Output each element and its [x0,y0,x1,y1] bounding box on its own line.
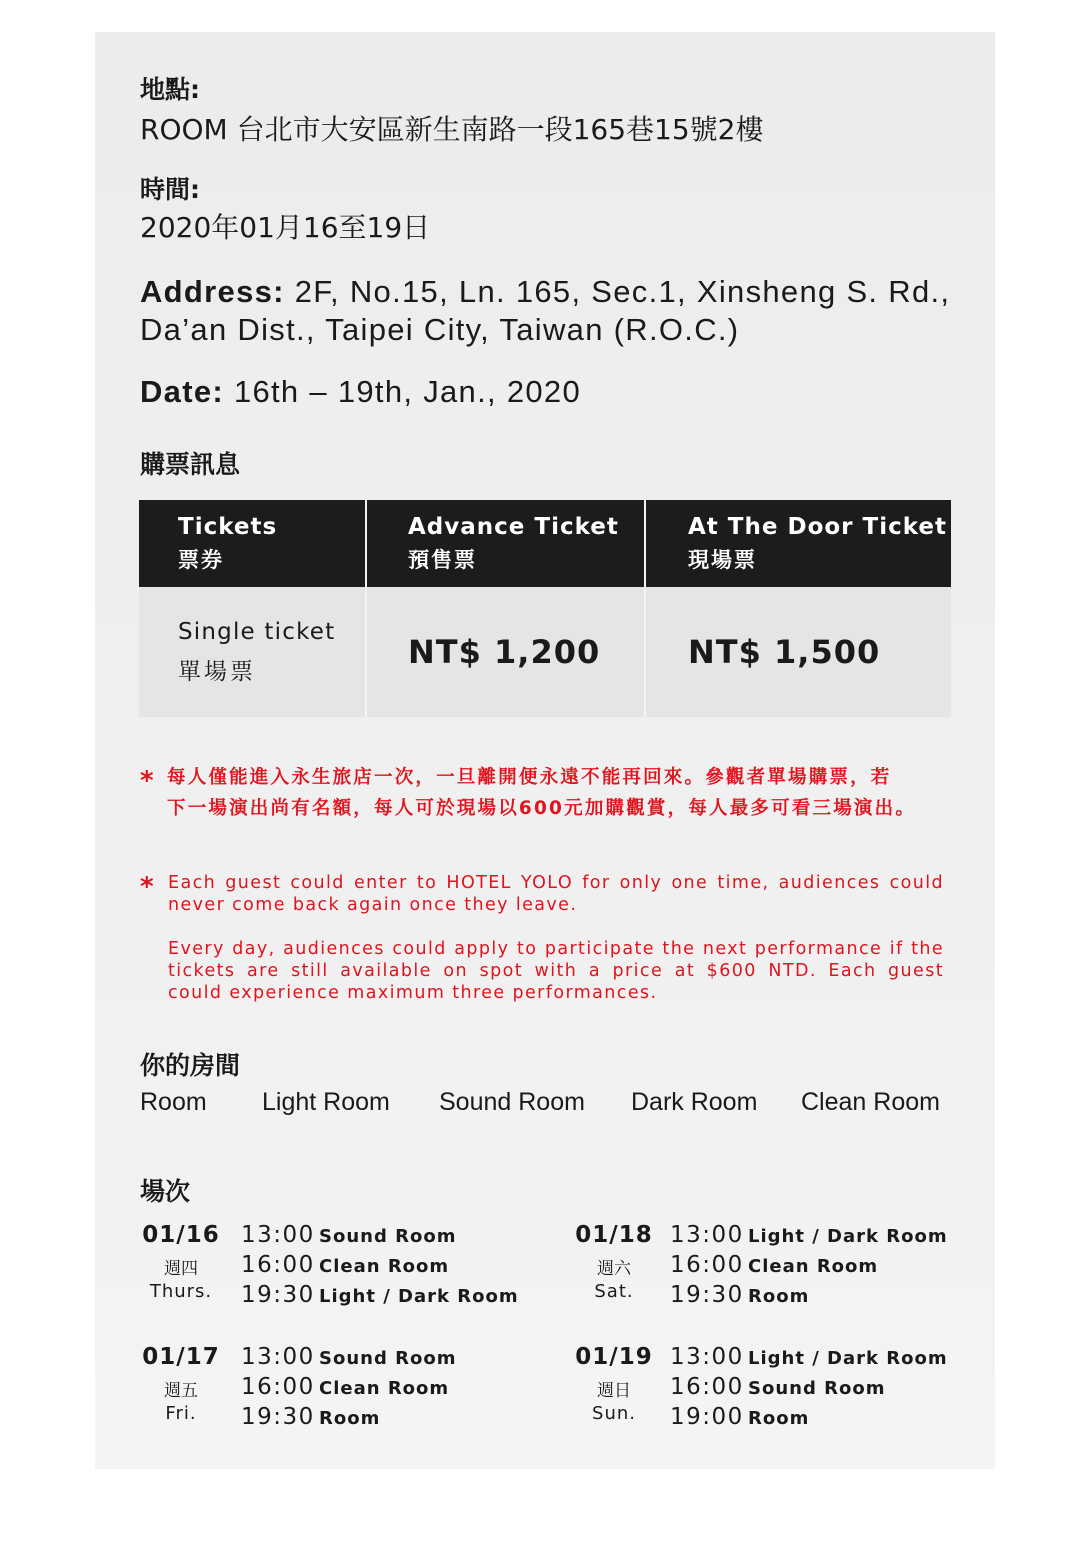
schedule-day-0116 [141,1222,221,1302]
schedule-slot [241,1344,456,1374]
door-price-cell [645,587,951,717]
room-item-room: Room [140,1088,207,1116]
slot-room: Room [748,1286,810,1307]
header-advance [366,500,645,587]
slot-room: Light / Dark Room [748,1348,948,1369]
slot-time: 13:00 [241,1222,315,1248]
day-weekday-zh: 週四 [164,1259,198,1279]
note-en-p1: Each guest could enter to HOTEL YOLO for only one time, audiences could never come back again once they leave. [168,873,944,915]
schedule-slot [670,1252,878,1282]
schedule-slot [241,1374,449,1404]
schedule-slot [670,1222,948,1252]
day-date: 01/19 [575,1344,653,1370]
day-date: 01/16 [142,1222,220,1248]
note-zh-line1: 每人僅能進入永生旅店一次，一旦離開便永遠不能再回來。參觀者單場購票，若 [167,767,892,788]
slot-time: 13:00 [670,1344,744,1370]
slot-room: Clean Room [748,1256,879,1277]
day-weekday-en: Sat. [594,1281,634,1302]
slot-time: 16:00 [670,1252,744,1278]
slot-time: 19:00 [670,1404,744,1430]
slot-time: 19:30 [670,1282,744,1308]
header-advance-zh: 預售票 [408,547,477,572]
ticket-row [139,587,951,717]
date-en [140,373,952,411]
ticket-type-en: Single ticket [178,618,336,645]
schedule-slot [670,1344,948,1374]
ticket-type-cell [139,587,366,717]
day-weekday-en: Thurs. [149,1281,213,1302]
door-price: NT$ 1,500 [688,633,881,671]
slot-room: Light / Dark Room [748,1226,948,1247]
date-label: Date: [140,374,225,409]
room-item-dark: Dark Room [631,1088,758,1116]
slot-time: 13:00 [670,1222,744,1248]
ticket-table [139,500,951,717]
day-weekday-zh: 週六 [597,1259,631,1279]
schedule-slot [670,1404,809,1434]
header-advance-en: Advance Ticket [408,513,619,540]
schedule-slot [241,1404,380,1434]
day-weekday-en: Sun. [592,1403,636,1424]
day-weekday-zh: 週五 [164,1381,198,1401]
header-door-en: At The Door Ticket [688,513,947,540]
note-en-p2: Every day, audiences could apply to participate the next performance if the tickets are still available on spot with a price at $600 NTD. Each guest could experience maximum three performances. [168,939,944,1003]
note-zh-line2: 下一場演出尚有名額，每人可於現場以600元加購觀賞，每人最多可看三場演出。 [167,798,917,819]
note-zh-asterisk: * [140,766,154,796]
slot-room: Room [748,1408,810,1429]
room-item-light: Light Room [262,1088,390,1116]
note-en-asterisk: * [140,872,154,902]
schedule-slot [241,1282,519,1312]
schedule-day-0119 [574,1344,654,1424]
advance-price: NT$ 1,200 [408,633,601,671]
schedule-slot [241,1252,449,1282]
slot-time: 16:00 [241,1252,315,1278]
tickets-heading: 購票訊息 [140,450,241,479]
address-label: Address: [140,274,285,309]
day-weekday-zh: 週日 [597,1381,631,1401]
advance-price-cell [366,587,645,717]
schedule-day-0117 [141,1344,221,1424]
slot-time: 19:30 [241,1404,315,1430]
room-item-sound: Sound Room [439,1088,585,1116]
slot-time: 19:30 [241,1282,315,1308]
schedule-heading: 場次 [140,1177,191,1206]
time-label: 時間: [140,175,200,204]
location-label: 地點: [140,75,200,104]
schedule-slot [670,1374,885,1404]
header-door [645,500,951,587]
note-zh [167,762,957,824]
slot-room: Sound Room [748,1378,886,1399]
slot-time: 16:00 [670,1374,744,1400]
header-tickets [139,500,366,587]
slot-time: 13:00 [241,1344,315,1370]
location-value: ROOM 台北市大安區新生南路一段165巷15號2樓 [140,113,764,146]
room-item-clean: Clean Room [801,1088,940,1116]
day-weekday-en: Fri. [165,1403,197,1424]
header-door-zh: 現場票 [688,547,757,572]
time-value: 2020年01月16至19日 [140,211,431,244]
ticket-type-zh: 單場票 [178,658,256,685]
slot-room: Clean Room [319,1256,450,1277]
rooms-heading: 你的房間 [140,1051,241,1080]
header-tickets-zh: 票券 [178,547,224,572]
schedule-slot [670,1282,809,1312]
address-line1: 2F, No.15, Ln. 165, Sec.1, Xinsheng S. Rd., [294,274,951,309]
day-date: 01/17 [142,1344,220,1370]
address-line2: Da’an Dist., Taipei City, Taiwan (R.O.C.) [140,312,740,347]
slot-room: Light / Dark Room [319,1286,519,1307]
slot-room: Clean Room [319,1378,450,1399]
ticket-table-header [139,500,951,587]
date-value: 16th – 19th, Jan., 2020 [233,374,581,409]
slot-room: Room [319,1408,381,1429]
schedule-slot [241,1222,456,1252]
schedule-day-0118 [574,1222,654,1302]
slot-room: Sound Room [319,1226,457,1247]
day-date: 01/18 [575,1222,653,1248]
slot-time: 16:00 [241,1374,315,1400]
header-tickets-en: Tickets [178,513,278,540]
slot-room: Sound Room [319,1348,457,1369]
address-en [140,273,952,349]
